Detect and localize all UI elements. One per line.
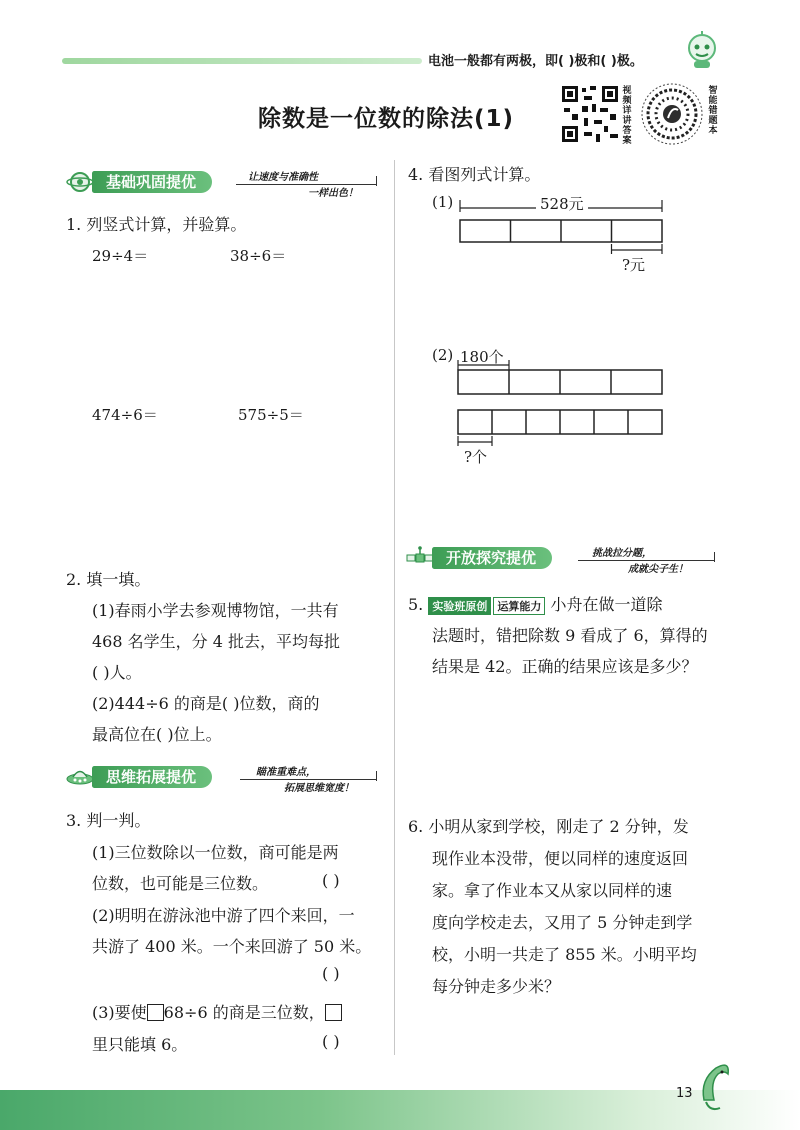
- q2-p1-line1: (1)春雨小学去参观博物馆，一共有: [92, 601, 339, 620]
- q4-d2-label: (2): [432, 346, 454, 364]
- top-question-note: 电池一般都有两极，即( )极和( )极。: [428, 54, 643, 69]
- section-tick: [714, 552, 715, 562]
- q1-item-2: 38÷6＝: [230, 247, 287, 265]
- qr-video-label: 视频详讲答案: [622, 86, 632, 146]
- section-note-open-2: 成就尖子生！: [628, 564, 688, 575]
- column-divider: [394, 160, 395, 1055]
- section-underline: [236, 184, 376, 185]
- q3-p3-line1: [92, 1000, 342, 1023]
- blank-box[interactable]: [147, 1004, 164, 1021]
- ufo-icon: [66, 764, 94, 790]
- q2-p2-line1: (2)444÷6 的商是( )位数，商的: [92, 694, 320, 713]
- blank-box[interactable]: [325, 1004, 342, 1021]
- q4-diagram-2: [454, 356, 674, 456]
- q3-p2-line1: (2)明明在游泳池中游了四个来回，一: [92, 906, 355, 925]
- smart-error-book-qr-icon[interactable]: [640, 82, 704, 146]
- q4-d2-question: ?个: [464, 448, 488, 466]
- q3-p3-text-a: (3)要使: [92, 1003, 147, 1022]
- q5-tag-skill: 运算能力: [493, 597, 545, 615]
- q3-p2-line2: 共游了 400 米。一个来回游了 50 米。: [92, 937, 372, 956]
- q2-p2-line2: 最高位在( )位上。: [92, 725, 222, 744]
- section-title-thinking: 思维拓展提优: [92, 766, 212, 788]
- q5-line2: 法题时，错把除数 9 看成了 6，算得的: [432, 626, 708, 645]
- q5-number: 5.: [408, 595, 424, 614]
- q3-p1-answer-paren[interactable]: ( ): [322, 871, 340, 890]
- q2-label: 2. 填一填。: [66, 570, 151, 589]
- q6-line3: 家。拿了作业本又从家以同样的速: [432, 881, 673, 900]
- q5-line3: 结果是 42。正确的结果应该是多少？: [432, 657, 698, 676]
- section-header-basic: [66, 170, 386, 199]
- q3-p3-line2: 里只能填 6。: [92, 1035, 188, 1054]
- q4-d1-label: (1): [432, 193, 454, 211]
- q1-label: 1. 列竖式计算，并验算。: [66, 215, 247, 234]
- section-header-thinking: [66, 765, 386, 794]
- q5-line1-text: 小舟在做一道除: [550, 595, 663, 614]
- satellite-icon: [406, 545, 434, 571]
- q6-line5: 校，小明一共走了 855 米。小明平均: [432, 945, 697, 964]
- section-note-thinking-1: 瞄准重难点，: [256, 767, 316, 778]
- section-title-open: 开放探究提优: [432, 547, 552, 569]
- q6-line1: 6. 小明从家到学校，刚走了 2 分钟，发: [408, 817, 689, 836]
- section-header-open: [406, 546, 726, 575]
- section-note-basic-1: 让速度与准确性: [248, 172, 318, 183]
- q4-d1-total: 528元: [540, 195, 584, 213]
- q1-item-1: 29÷4＝: [92, 247, 149, 265]
- q6-line2: 现作业本没带，便以同样的速度返回: [432, 849, 689, 868]
- q5-tag-original: 实验班原创: [428, 597, 491, 615]
- q4-d1-question: ?元: [622, 256, 646, 274]
- robot-mascot-icon: [684, 30, 720, 70]
- qr-errorbook-label: 智能错题本: [708, 86, 718, 136]
- section-title-basic: 基础巩固提优: [92, 171, 212, 193]
- q3-p3-answer-paren[interactable]: ( ): [322, 1032, 340, 1051]
- section-note-basic-2: 一样出色！: [308, 188, 358, 199]
- section-note-open-1: 挑战拉分题，: [592, 548, 652, 559]
- page-number: 13: [676, 1086, 693, 1101]
- top-decoration-bar: [62, 58, 422, 64]
- qr-code-video-icon[interactable]: [560, 84, 620, 144]
- section-tick: [376, 771, 377, 781]
- q4-d2-top: 180个: [460, 348, 504, 366]
- q2-p1-line2: 468 名学生，分 4 批去，平均每批: [92, 632, 340, 651]
- q3-p1-line2: 位数，也可能是三位数。: [92, 874, 269, 893]
- q5-line1: [408, 592, 662, 615]
- q1-item-4: 575÷5＝: [238, 406, 304, 424]
- section-underline: [240, 779, 376, 780]
- q6-line6: 每分钟走多少米？: [432, 977, 561, 996]
- section-tick: [376, 176, 377, 186]
- q3-p3-text-b: 68÷6 的商是三位数，: [163, 1003, 325, 1022]
- section-note-thinking-2: 拓展思维宽度！: [284, 783, 354, 794]
- q2-p1-line3: ( )人。: [92, 663, 142, 682]
- q6-line4: 度向学校走去，又用了 5 分钟走到学: [432, 913, 693, 932]
- q1-item-3: 474÷6＝: [92, 406, 158, 424]
- planet-icon: [66, 169, 94, 195]
- page-title: 除数是一位数的除法(1): [258, 106, 515, 132]
- q3-p1-line1: (1)三位数除以一位数，商可能是两: [92, 843, 339, 862]
- q3-label: 3. 判一判。: [66, 811, 151, 830]
- q4-label: 4. 看图列式计算。: [408, 165, 541, 184]
- q3-p2-answer-paren[interactable]: ( ): [322, 964, 340, 983]
- dolphin-icon: [696, 1060, 736, 1116]
- section-underline: [578, 560, 714, 561]
